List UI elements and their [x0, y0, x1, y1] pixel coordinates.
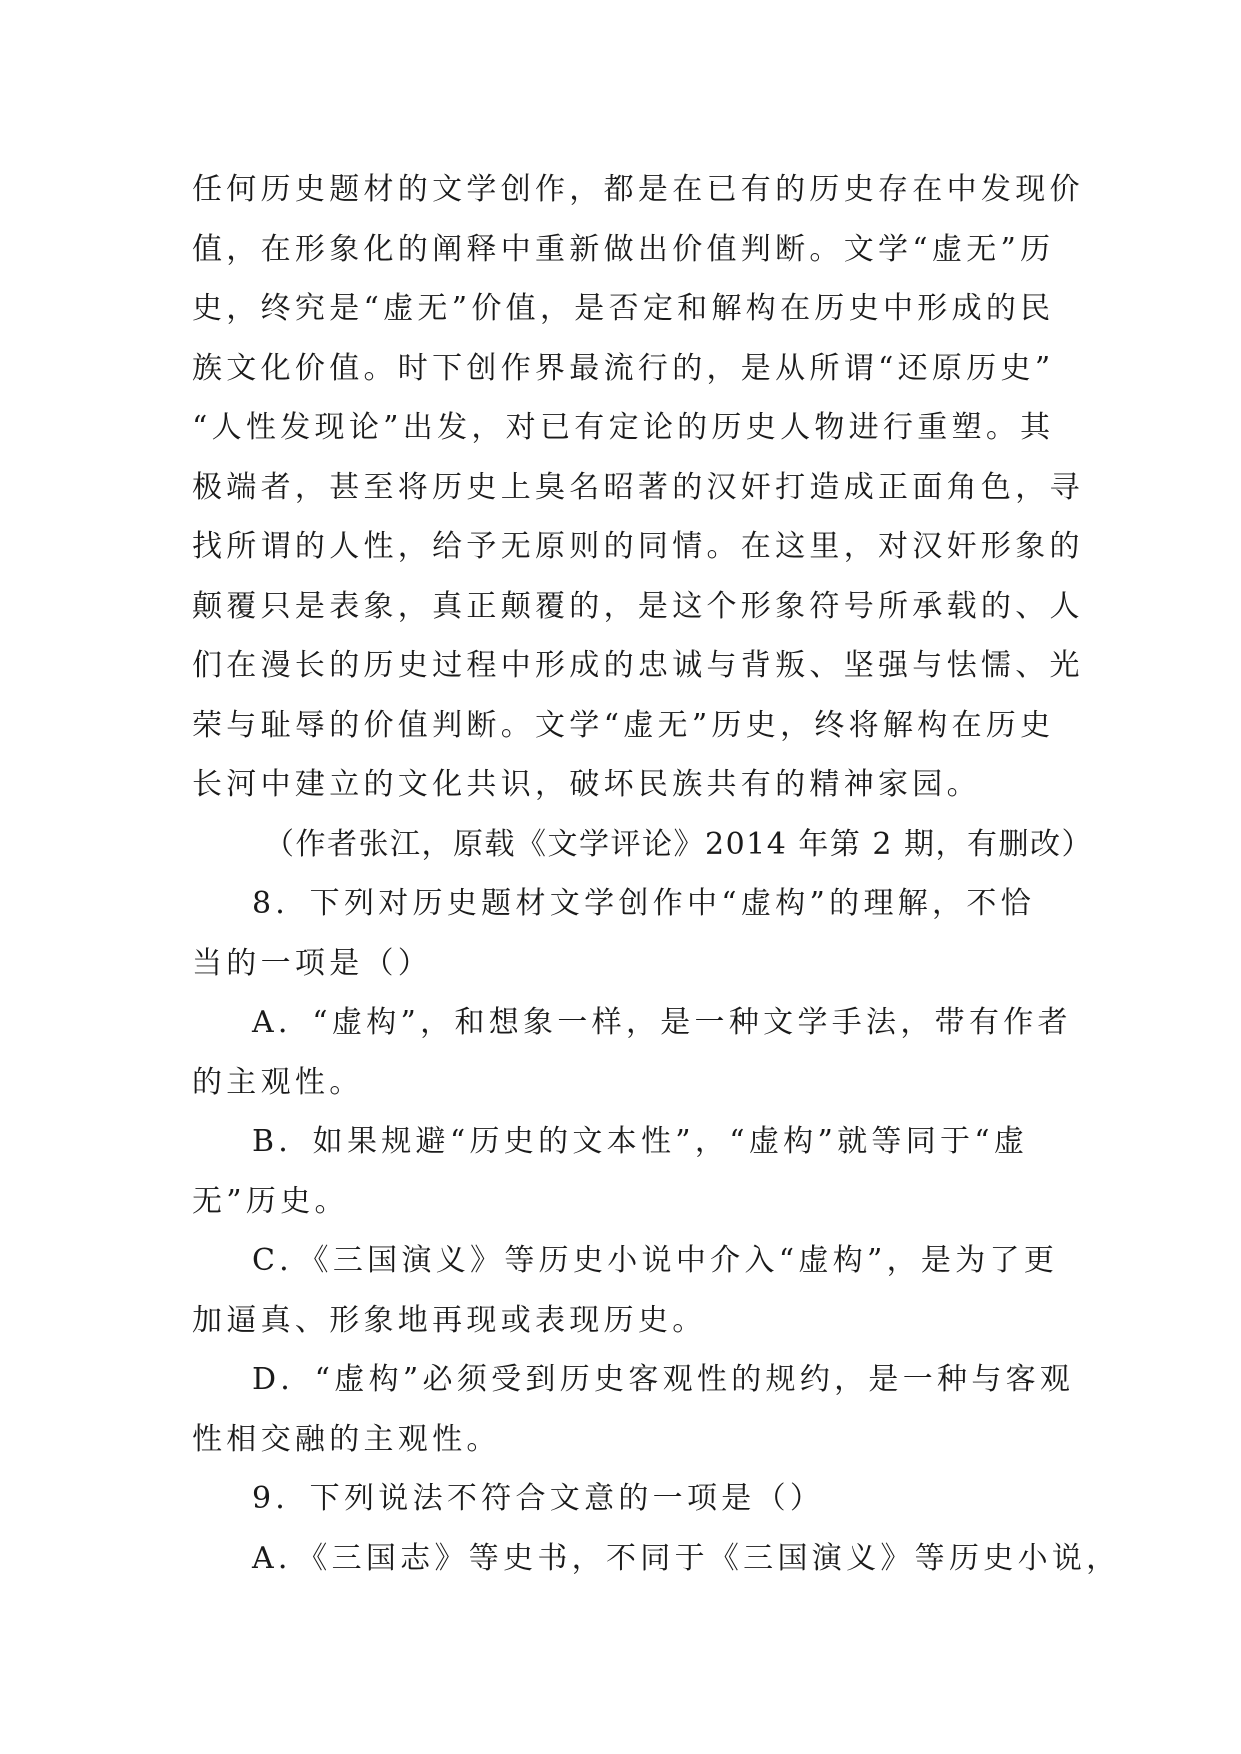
option-b [192, 1112, 1052, 1231]
option-text: C．《三国演义》等历史小说中介入“虚构”，是为了更 [252, 1243, 1059, 1278]
document-text [192, 160, 1121, 1588]
passage-line: 找所谓的人性，给予无原则的同情。在这里，对汉奸形象的 [192, 529, 1084, 564]
passage-line: 值，在形象化的阐释中重新做出价值判断。文学“虚无”历 [192, 231, 1055, 267]
option-text: 无”历史。 [192, 1183, 349, 1219]
option-text: 性相交融的主观性。 [192, 1421, 501, 1457]
question-8 [192, 874, 1075, 1469]
option-c [192, 1231, 1059, 1350]
option-text: B．如果规避“历史的文本性”，“虚构”就等同于“虚 [252, 1124, 1029, 1159]
option-a [192, 993, 1072, 1112]
passage-line: 颠覆只是表象，真正颠覆的，是这个形象符号所承载的、人 [192, 588, 1084, 624]
passage [192, 160, 1094, 874]
option-d [192, 1350, 1075, 1469]
question-stem: 当的一项是（） [192, 945, 433, 981]
question-9 [192, 1469, 1121, 1588]
option-text: 加逼真、形象地再现或表现历史。 [192, 1302, 707, 1338]
passage-line: 长河中建立的文化共识，破坏民族共有的精神家园。 [192, 767, 981, 802]
passage-line: 史，终究是“虚无”价值，是否定和解构在历史中形成的民 [192, 291, 1055, 326]
option-text: D．“虚构”必须受到历史客观性的规约，是一种与客观 [252, 1362, 1075, 1397]
passage-line: 们在漫长的历史过程中形成的忠诚与背叛、坚强与怯懦、光 [192, 648, 1084, 683]
passage-line: 荣与耻辱的价值判断。文学“虚无”历史，终将解构在历史 [192, 707, 1055, 743]
passage-line: “人性发现论”出发，对已有定论的历史人物进行重塑。其 [192, 410, 1055, 445]
passage-line: 极端者，甚至将历史上臭名昭著的汉奸打造成正面角色，寻 [192, 469, 1084, 505]
option-text: 的主观性。 [192, 1064, 364, 1100]
passage-line: 任何历史题材的文学创作，都是在已有的历史存在中发现价 [192, 172, 1084, 207]
question-stem: 8．下列对历史题材文学创作中“虚构”的理解，不恰 [252, 886, 1035, 921]
option-text: A．“虚构”，和想象一样，是一种文学手法，带有作者 [252, 1005, 1072, 1040]
passage-line: 族文化价值。时下创作界最流行的，是从所谓“还原历史” [192, 350, 1055, 386]
passage-source: （作者张江，原载《文学评论》2014 年第 2 期，有删改） [264, 826, 1094, 862]
question-stem: 9．下列说法不符合文意的一项是（） [252, 1481, 825, 1516]
option-text: A．《三国志》等史书，不同于《三国演义》等历史小说， [252, 1540, 1121, 1576]
